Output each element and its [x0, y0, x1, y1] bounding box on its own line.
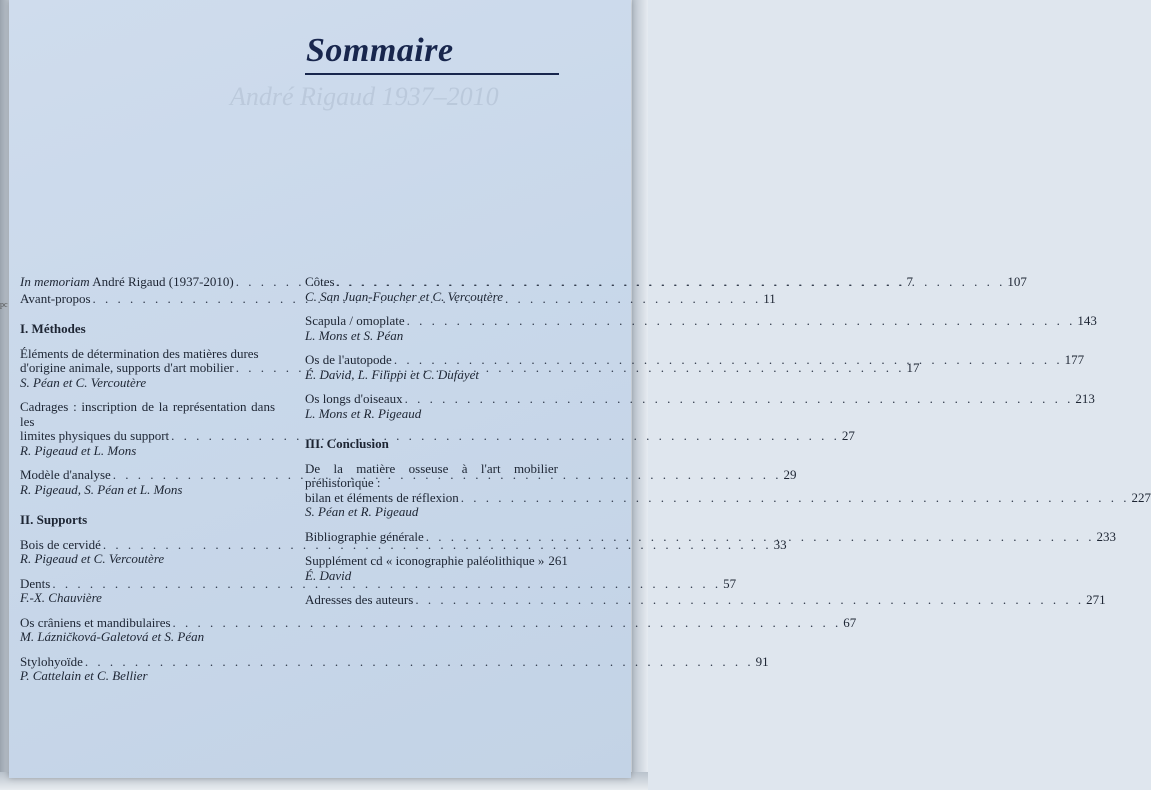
toc-entry-title: Supplément cd « iconographie paléolithique »: [305, 553, 545, 568]
toc-entry-author: É. David: [305, 567, 352, 583]
page-title: Sommaire: [306, 32, 454, 69]
title-underline: [305, 73, 559, 75]
toc-entry-author: L. Mons et R. Pigeaud: [305, 405, 422, 421]
toc-entry-author: M. Lázničková-Galetová et S. Péan: [20, 629, 205, 644]
toc-entry-title: Stylohyoïde: [20, 653, 83, 669]
leader-dots: [173, 616, 842, 631]
toc-entry-page: 227: [1131, 489, 1151, 505]
section-heading-methodes: I. Méthodes: [20, 321, 86, 336]
toc-entry-title: Adresses des auteurs: [305, 592, 414, 607]
toc-entry-page: 107: [1007, 274, 1027, 289]
toc-entry-title: Scapula / omoplate: [305, 313, 405, 328]
toc-entry-page: 27: [841, 428, 855, 443]
toc-entry: [305, 352, 1085, 382]
toc-entry-page: 67: [843, 614, 857, 630]
toc-entry-author: F.-X. Chauvière: [20, 590, 102, 605]
section-heading-conclusion: III. Conclusion: [305, 436, 389, 451]
toc-entry: [305, 592, 1106, 608]
toc-entry-page: 57: [723, 575, 737, 591]
toc-entry-page: 143: [1077, 313, 1097, 328]
toc-entry-page: 213: [1075, 391, 1095, 406]
toc-entry-title: In memoriam André Rigaud (1937-2010): [20, 274, 234, 289]
toc-entry-title: Avant-propos: [20, 290, 91, 306]
toc-entry: [305, 391, 1095, 421]
toc-entry-page: 7: [906, 274, 913, 289]
toc-entry: [305, 553, 568, 583]
toc-entry-author: R. Pigeaud et L. Mons: [20, 442, 137, 458]
leader-dots: [85, 655, 754, 670]
leader-dots: [415, 593, 1084, 608]
leader-dots: [405, 392, 1074, 407]
toc-entry-title: Bois de cervidé: [20, 536, 101, 552]
toc-entry-author: L. Mons et S. Péan: [305, 327, 404, 343]
toc-entry-author: R. Pigeaud et C. Vercoutère: [20, 551, 165, 566]
toc-entry-title: Os crâniens et mandibulaires: [20, 614, 171, 630]
toc-entry-page: 17: [906, 360, 920, 375]
toc-entry-page: 29: [783, 467, 797, 482]
toc-entry-title: De la matière osseuse à l'art mobilier préhistorique :: [305, 460, 558, 490]
toc-entry-title: Dents: [20, 575, 51, 591]
leader-dots: [407, 314, 1076, 329]
toc-entry-title: Os de l'autopode: [305, 352, 392, 367]
leader-dots: [426, 530, 1095, 545]
toc-entry-author: P. Cattelain et C. Bellier: [20, 668, 148, 683]
toc-entry-title: limites physiques du support: [20, 428, 170, 443]
toc-entry-page: 33: [773, 536, 787, 552]
section-heading-supports: II. Supports: [20, 512, 88, 527]
toc-entry-page: 261: [548, 553, 568, 568]
toc-entry-page: 11: [763, 290, 776, 306]
show-through-text: André Rigaud 1937–2010: [230, 82, 499, 111]
toc-entry-title: d'origine animale, supports d'art mobilier: [20, 360, 234, 375]
toc-entry-author: S. Péan et R. Pigeaud: [305, 504, 419, 519]
toc-entry: [20, 653, 769, 684]
toc-entry-title: bilan et éléments de réflexion: [305, 489, 459, 505]
leader-dots: [461, 491, 1130, 506]
leader-dots: [394, 353, 1063, 368]
toc-entry-page: 271: [1086, 592, 1106, 607]
toc-entry: [305, 313, 1097, 343]
toc-entry-page: 233: [1096, 528, 1117, 544]
toc-entry-title: Éléments de détermination des matières dures: [20, 345, 259, 361]
toc-entry-author: C. San Juan-Foucher et C. Vercoutère: [305, 288, 503, 304]
toc-entry-page: 177: [1064, 352, 1085, 367]
toc-entry: [20, 614, 857, 645]
toc-entry-author: R. Pigeaud, S. Péan et L. Mons: [20, 481, 183, 497]
toc-entry-title: Cadrages : inscription de la représentation dans les: [20, 399, 275, 429]
toc-entry-title: Modèle d'analyse: [20, 467, 111, 482]
toc-entry-title: Côtes: [305, 274, 335, 289]
toc-entry-page: 91: [755, 653, 769, 669]
toc-entry-title: Bibliographie générale: [305, 528, 424, 544]
toc-entry: [305, 528, 1117, 545]
toc-entry-author: É. David, L. Filippi et C. Dufayet: [305, 366, 480, 382]
toc-entry-author: S. Péan et C. Vercoutère: [20, 374, 147, 390]
toc-entry-title: Os longs d'oiseaux: [305, 391, 403, 406]
leader-dots: [337, 275, 1006, 290]
side-mark: pc: [0, 300, 8, 309]
